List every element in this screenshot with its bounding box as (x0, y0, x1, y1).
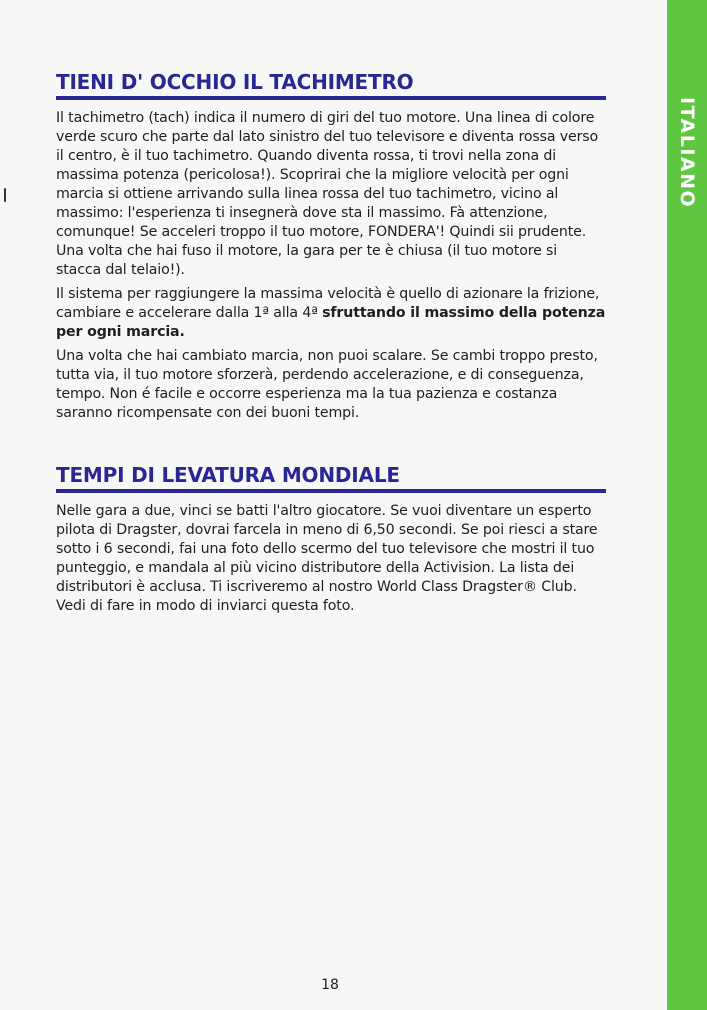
section-tachometer (56, 70, 606, 423)
section-heading-world-times: TEMPI DI LEVATURA MONDIALE (56, 463, 400, 487)
language-side-tab (667, 0, 707, 1010)
paragraph-world-times: Nelle gara a due, vinci se batti l'altro giocatore. Se vuoi diventare un esperto pilota di Dragster, dovrai farcela in meno di 6,50 secondi. Se poi riesci a stare sotto i 6 secondi, fai una foto dello scermo del tuo televisore che mostri il tuo punteggio, e mandala al più vicino distributore della Activision. La lista dei distributori è acclusa. Ti iscriveremo al nostro World Class Dragster® Club. Vedi di fare in modo di inviarci questa foto. (56, 503, 598, 614)
section-world-times (56, 463, 606, 616)
page-number: 18 (321, 977, 339, 993)
paragraph-gear-system (56, 285, 606, 342)
paragraph-gear-system-emphasis: sfruttando il massimo della potenza per ogni marcia. (56, 305, 606, 340)
paragraph-gear-system-text: Il sistema per raggiungere la massima velocità è quello di azionare la frizione, cambiare e accelerare dalla 1ª alla 4ª (56, 286, 600, 321)
paragraph-shifting: Una volta che hai cambiato marcia, non puoi scalare. Se cambi troppo presto, tutta via, il tuo motore sforzerà, perdendo accelerazione, e di conseguenza, tempo. Non é facile e occorre esperienza ma la tua pazienza e costanza saranno ricompensate con dei buoni tempi. (56, 348, 598, 421)
paragraph-tachometer-intro: Il tachimetro (tach) indica il numero di giri del tuo motore. Una linea di colore verde scuro che parte dal lato sinistro del tuo televisore e diventa rossa verso il centro, è il tuo tachimetro. Quando diventa rossa, ti trovi nella zona di massima potenza (pericolosa!). Scoprirai che la migliore velocità per ogni marcia si ottiene arrivando sulla linea rossa del tuo tachimetro, vicino al massimo: l'esperienza ti insegnerà dove sta il massimo. Fà attenzione, comunque! Se acceleri troppo il tuo motore, FONDERA'! Quindi sii prudente. Una volta che hai fuso il motore, la gara per te è chiusa (il tuo motore si stacca dal telaio!). (56, 110, 599, 278)
scan-speck (4, 188, 6, 202)
section-heading-tachometer: TIENI D' OCCHIO IL TACHIMETRO (56, 70, 414, 94)
language-label: ITALIANO (676, 97, 698, 209)
